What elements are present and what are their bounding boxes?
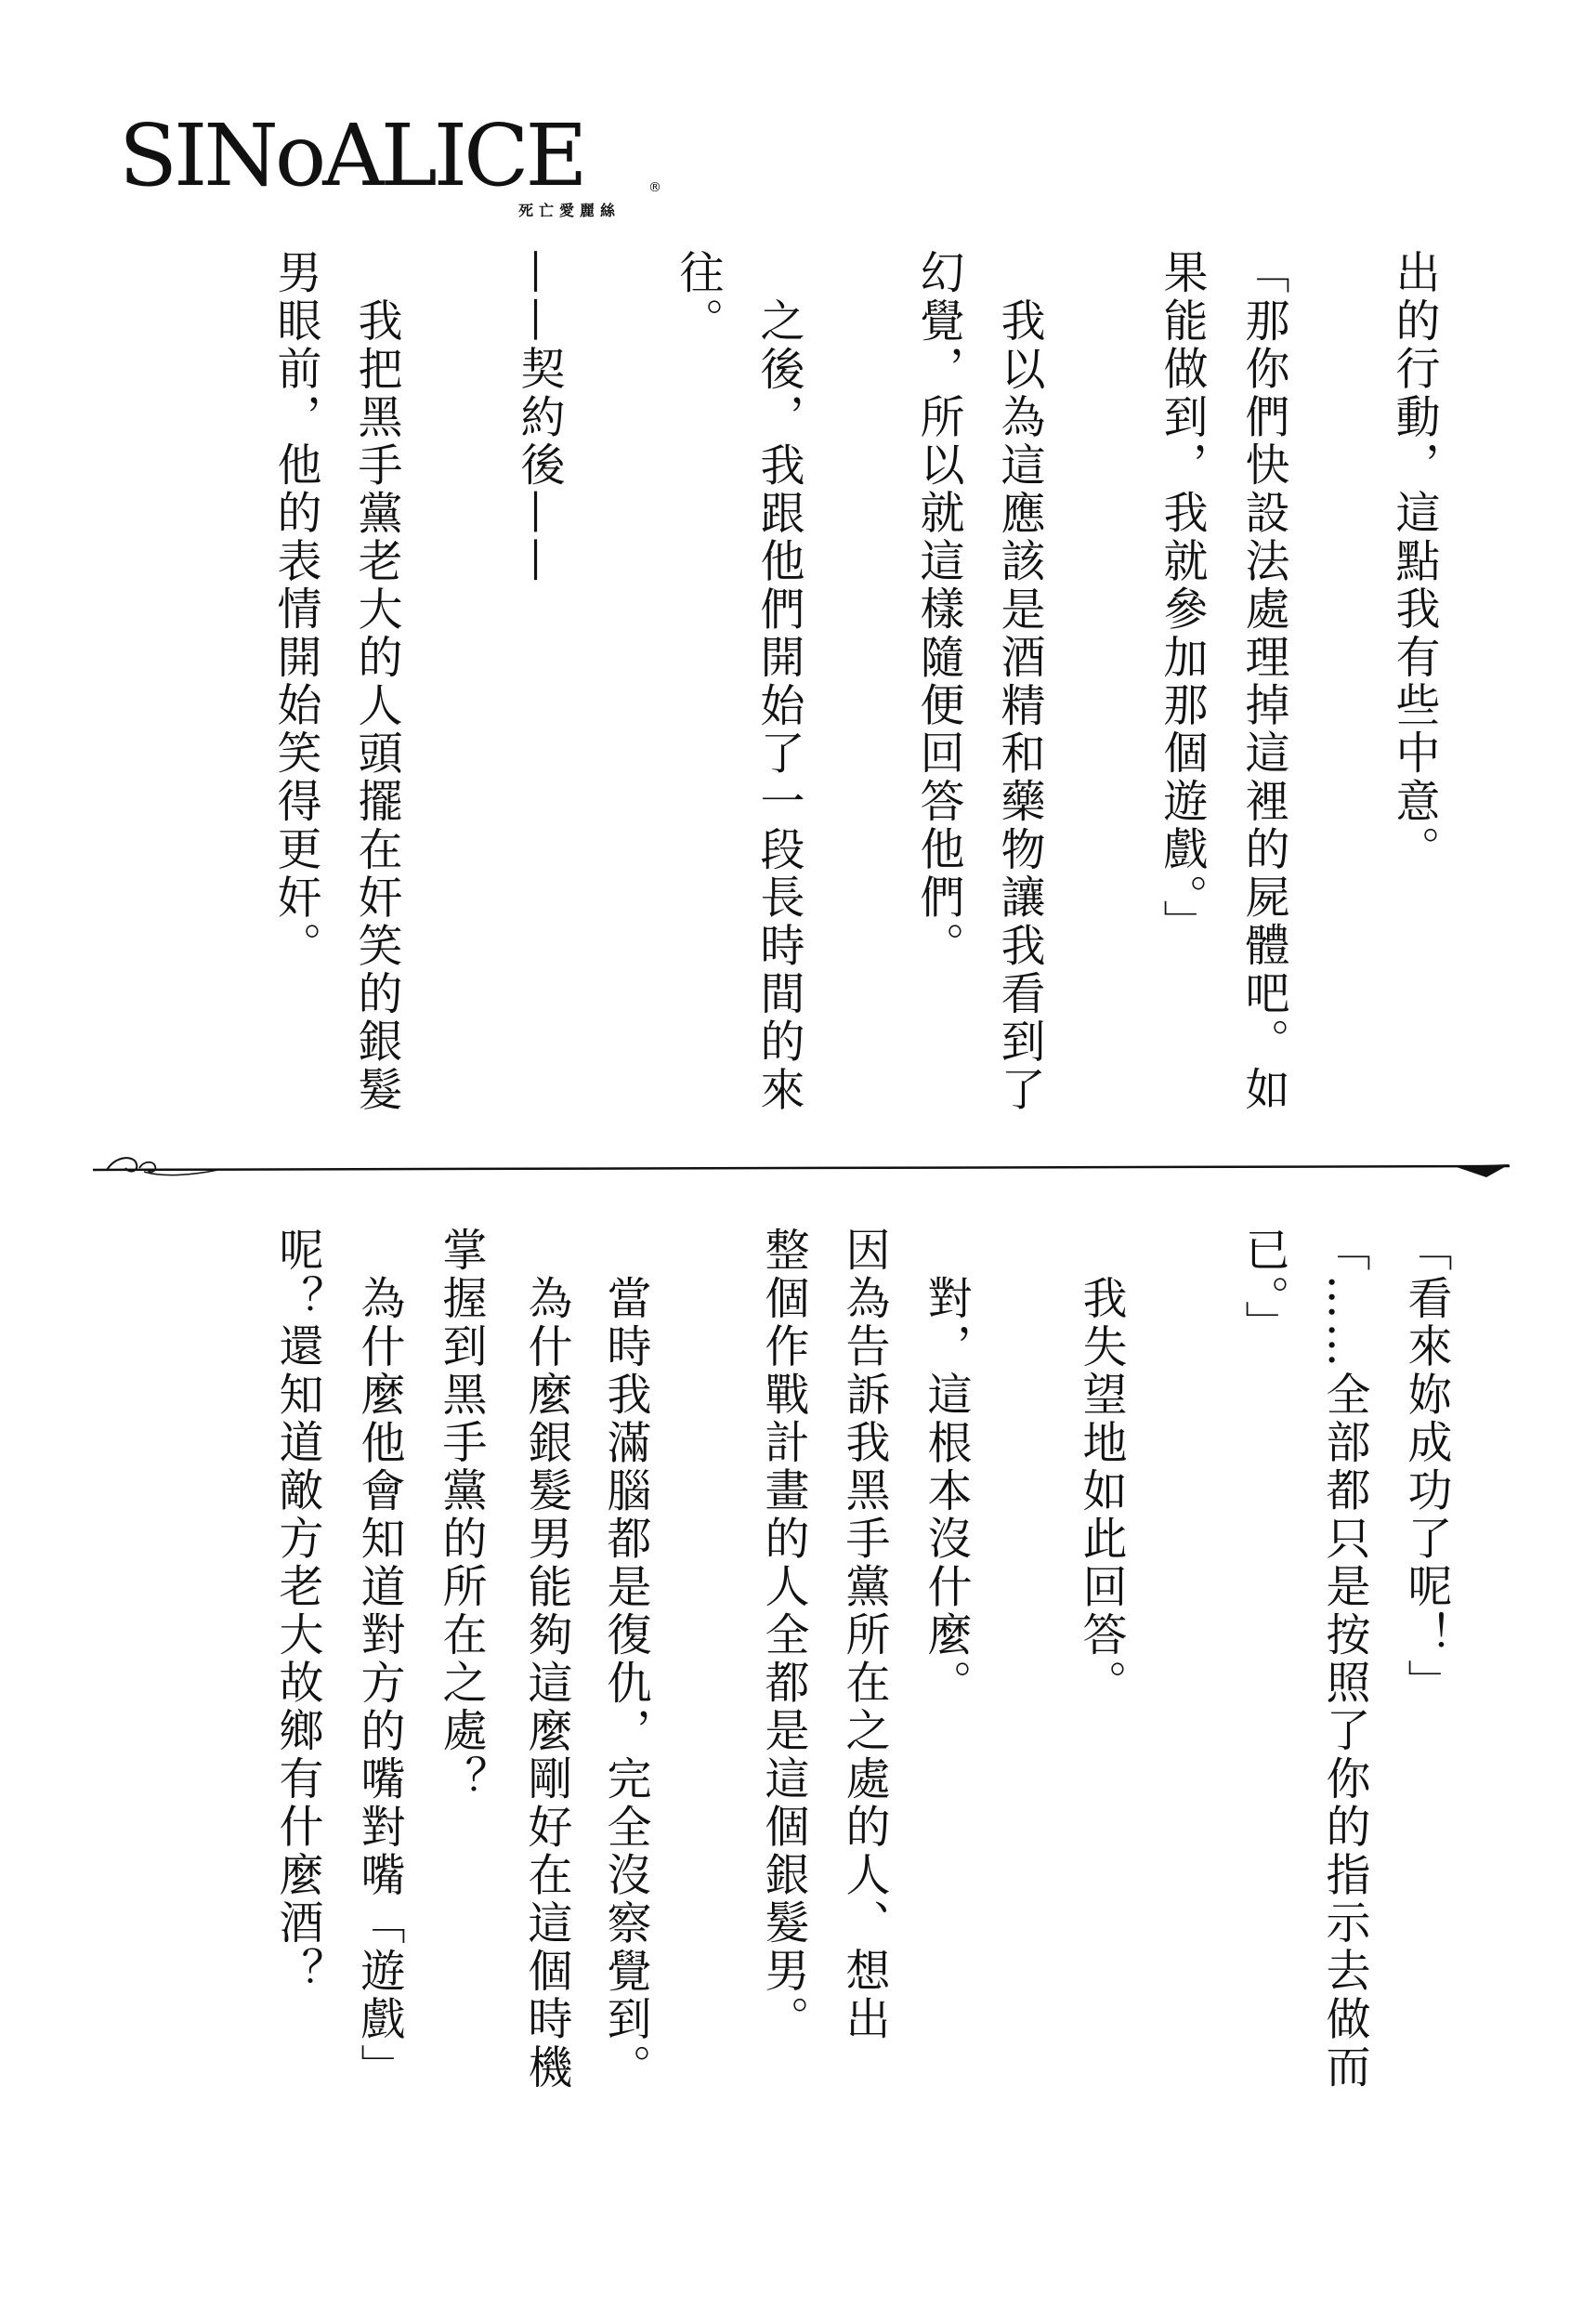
text-column: 我把黑手黨老大的人頭擺在奸笑的銀髮 — [350, 297, 402, 1114]
text-column: 已。」 — [1237, 1227, 1289, 1349]
text-column: 當時我滿腦都是復仇，完全沒察覺到。 — [599, 1275, 651, 2092]
section-heading: ——契約後—— — [513, 249, 565, 585]
logo-title: SINoALICE — [119, 106, 584, 205]
text-column: 因為告訴我黑手黨所在之處的人、想出 — [838, 1227, 890, 2043]
ornamental-divider — [88, 1148, 1519, 1185]
registered-mark: ® — [648, 180, 661, 195]
text-column: 掌握到黑手黨的所在之處？ — [435, 1227, 487, 1804]
text-column: 整個作戰計畫的人全都是這個銀髮男。 — [757, 1227, 809, 2043]
text-column: 「看來妳成功了呢！」 — [1400, 1227, 1452, 1707]
sinoalice-logo — [119, 106, 661, 219]
text-column: 男眼前，他的表情開始笑得更奸。 — [269, 249, 321, 970]
text-column: 「那你們快設法處理掉這裡的屍體吧。如 — [1237, 249, 1289, 1114]
text-column: 呢？還知道敵方老大故鄉有什麼酒？ — [271, 1227, 323, 1996]
text-column: 我失望地如此回答。 — [1075, 1275, 1127, 1708]
text-column: 出的行動，這點我有些中意。 — [1388, 249, 1440, 874]
text-column: 為什麼他會知道對方的嘴對嘴「遊戲」 — [353, 1275, 405, 2092]
text-column: 往。 — [672, 249, 724, 346]
text-column: 為什麼銀髮男能夠這麼剛好在這個時機 — [520, 1275, 572, 2092]
text-column: 「……全部都只是按照了你的指示去做而 — [1318, 1227, 1370, 2092]
text-column: 幻覺，所以就這樣隨便回答他們。 — [912, 249, 964, 970]
text-column: 之後，我跟他們開始了一段長時間的來 — [752, 297, 805, 1114]
text-column: 果能做到，我就參加那個遊戲。」 — [1156, 249, 1208, 948]
text-column: 對，這根本沒什麼。 — [920, 1275, 972, 1708]
logo-subtitle: 死亡愛麗絲 — [518, 202, 621, 219]
text-column: 我以為這應該是酒精和藥物讓我看到了 — [993, 297, 1045, 1114]
